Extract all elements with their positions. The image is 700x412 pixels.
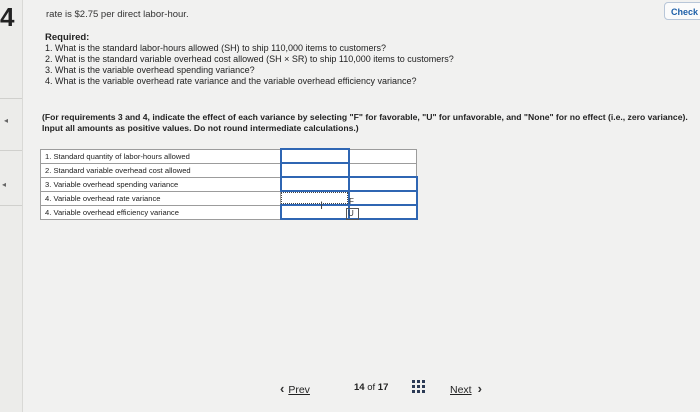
text-cursor-icon: I: [320, 200, 324, 212]
required-item: 1. What is the standard labor-hours allowed (SH) to ship 110,000 items to customers?: [45, 43, 386, 53]
effect-dropdown[interactable]: [346, 196, 359, 220]
required-item: 4. What is the variable overhead rate variance and the variable overhead efficiency variance?: [45, 76, 417, 86]
effect-input-2[interactable]: [349, 163, 417, 177]
chevron-right-icon: ›: [477, 381, 482, 396]
instruction-text: (For requirements 3 and 4, indicate the effect of each variance by selecting "F" for favorable, "U" for unfavorable, and "None" for no effect (i.e., zero variance). Input all amounts as positive values. Do not round intermediate calculations.): [42, 112, 688, 133]
required-item: 2. What is the standard variable overhead cost allowed (SH × SR) to ship 110,000 items to customers?: [45, 54, 454, 64]
table-row: [41, 177, 417, 191]
table-row: [41, 163, 417, 177]
next-button[interactable]: [450, 381, 482, 396]
next-label: Next: [450, 384, 472, 396]
dropdown-option-u[interactable]: U: [346, 208, 359, 220]
rail-divider: [0, 150, 22, 151]
rail-mark: ◂: [4, 116, 9, 125]
required-heading: Required:: [45, 32, 90, 43]
check-button[interactable]: Check: [664, 2, 700, 20]
page-of-text: of: [367, 382, 376, 393]
amount-input-4[interactable]: [281, 191, 349, 205]
total-pages: 17: [377, 382, 389, 393]
left-rail: [0, 0, 23, 412]
prev-button[interactable]: [280, 381, 310, 396]
table-row: [41, 191, 417, 205]
table-row: [41, 149, 417, 163]
rail-divider: [0, 205, 22, 206]
rail-divider: [0, 98, 22, 99]
row-label: 2. Standard variable overhead cost allowed: [41, 163, 281, 177]
row-label: 1. Standard quantity of labor-hours allowed: [41, 149, 281, 163]
amount-input-5[interactable]: [281, 205, 349, 219]
prev-label: Prev: [288, 384, 310, 396]
current-page: 14: [354, 382, 365, 393]
question-number: 4: [0, 2, 15, 32]
required-block: [45, 32, 454, 87]
required-item: 3. What is the variable overhead spending variance?: [45, 65, 255, 75]
amount-input-1[interactable]: [281, 149, 349, 163]
table-row: [41, 205, 417, 219]
row-label: 4. Variable overhead rate variance: [41, 191, 281, 205]
effect-input-1[interactable]: [349, 149, 417, 163]
chevron-left-icon: ‹: [280, 381, 285, 396]
rate-text: rate is $2.75 per direct labor-hour.: [46, 9, 189, 20]
amount-input-2[interactable]: [281, 163, 349, 177]
effect-select-3[interactable]: [349, 177, 417, 191]
dropdown-option-f[interactable]: F: [349, 197, 354, 206]
row-label: 4. Variable overhead efficiency variance: [41, 205, 281, 219]
rail-mark: ◂: [2, 180, 7, 189]
grid-icon[interactable]: [412, 380, 425, 393]
page-indicator: [354, 382, 388, 393]
row-label: 3. Variable overhead spending variance: [41, 177, 281, 191]
answer-table: [40, 148, 418, 220]
amount-input-3[interactable]: [281, 177, 349, 191]
